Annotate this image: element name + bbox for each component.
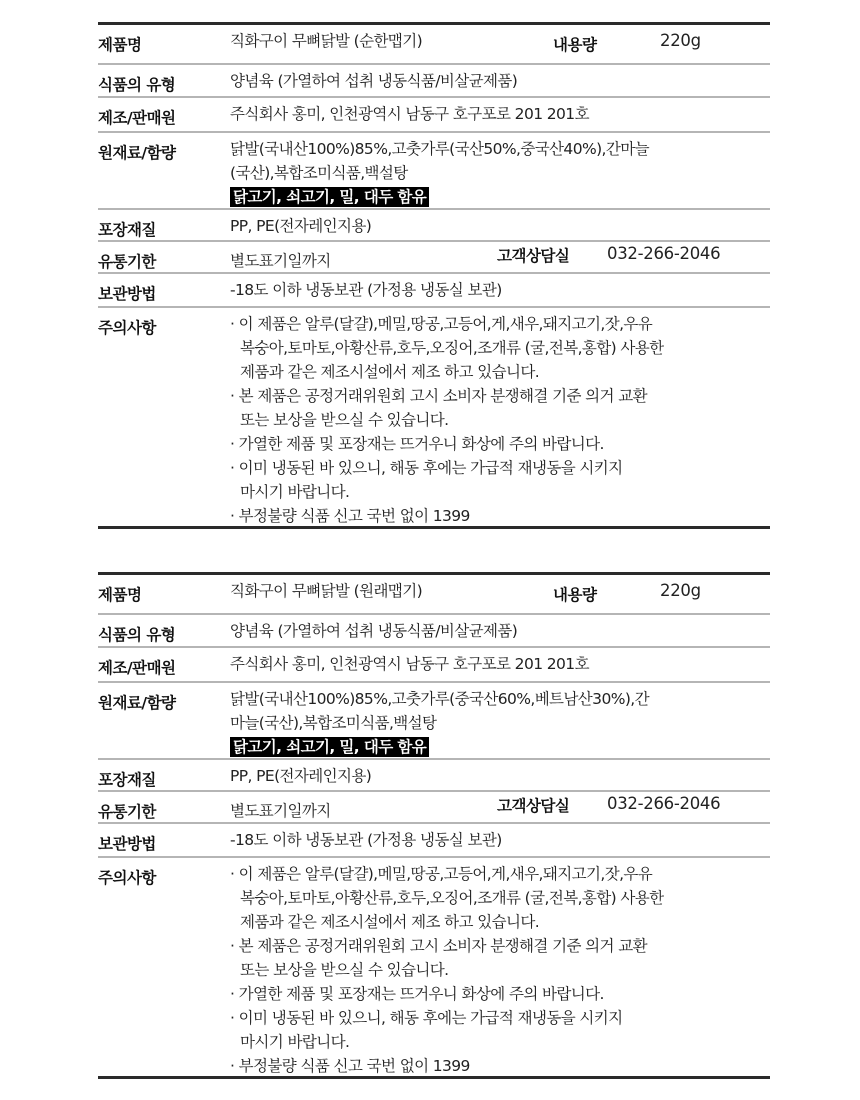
label-packaging: 포장재질 — [98, 221, 156, 239]
row-ingredients — [98, 683, 770, 760]
label-ingredients: 원재료/함량 — [98, 144, 176, 162]
caution-line: · 부정불량 식품 신고 국번 없이 1399 — [230, 507, 470, 525]
label-volume: 내용량 — [553, 36, 597, 54]
caution-line: 마시기 바랍니다. — [240, 1033, 350, 1051]
food-type-value: 양념육 (가열하여 섭취 냉동식품/비살균제품) — [230, 622, 518, 640]
label-caution: 주의사항 — [98, 319, 156, 337]
label-manufacturer: 제조/판매원 — [98, 659, 176, 677]
caution-line: · 이미 냉동된 바 있으니, 해동 후에는 가급적 재냉동을 시키지 — [230, 459, 623, 477]
product-name-value: 직화구이 무뼈닭발 (순한맵기) — [230, 32, 423, 50]
caution-line: 복숭아,토마토,아황산류,호두,오징어,조개류 (굴,전복,홍합) 사용한 — [240, 339, 664, 357]
ingredients-line: 닭발(국내산100%)85%,고춧가루(중국산60%,베트남산30%),간 — [230, 690, 649, 708]
label-product-name: 제품명 — [98, 586, 142, 604]
row-product-name — [98, 575, 770, 615]
food-type-value: 양념육 (가열하여 섭취 냉동식품/비살균제품) — [230, 72, 518, 90]
row-product-name — [98, 25, 770, 65]
caution-line: · 가열한 제품 및 포장재는 뜨거우니 화상에 주의 바랍니다. — [230, 985, 604, 1003]
row-storage — [98, 274, 770, 308]
allergen-badge: 닭고기, 쇠고기, 밀, 대두 함유 — [230, 737, 429, 757]
caution-line: 또는 보상을 받으실 수 있습니다. — [240, 961, 449, 979]
row-caution — [98, 308, 770, 526]
caution-line: 제품과 같은 제조시설에서 제조 하고 있습니다. — [240, 913, 540, 931]
ingredients-line: 닭발(국내산100%)85%,고춧가루(국산50%,중국산40%),간마늘 — [230, 140, 649, 158]
caution-line: · 본 제품은 공정거래위원회 고시 소비자 분쟁해결 기준 의거 교환 — [230, 937, 647, 955]
label-customer-service: 고객상담실 — [497, 797, 570, 815]
phone-value: 032-266-2046 — [607, 244, 721, 263]
ingredients-value — [230, 687, 649, 759]
row-caution — [98, 858, 770, 1076]
storage-value: -18도 이하 냉동보관 (가정용 냉동실 보관) — [230, 831, 502, 849]
manufacturer-value: 주식회사 홍미, 인천광역시 남동구 호구포로 201 201호 — [230, 105, 589, 123]
row-expiry — [98, 792, 770, 824]
caution-line: 복숭아,토마토,아황산류,호두,오징어,조개류 (굴,전복,홍합) 사용한 — [240, 889, 664, 907]
row-storage — [98, 824, 770, 858]
label-manufacturer: 제조/판매원 — [98, 109, 176, 127]
packaging-value: PP, PE(전자레인지용) — [230, 217, 372, 235]
row-food-type — [98, 65, 770, 98]
caution-line: · 이 제품은 알루(달걀),메밀,땅공,고등어,게,새우,돼지고기,잣,우유 — [230, 315, 653, 333]
allergen-badge: 닭고기, 쇠고기, 밀, 대두 함유 — [230, 187, 429, 207]
label-customer-service: 고객상담실 — [497, 247, 570, 265]
volume-value: 220g — [660, 31, 701, 50]
row-manufacturer — [98, 98, 770, 133]
product-info-table — [98, 572, 770, 1079]
caution-line: · 가열한 제품 및 포장재는 뜨거우니 화상에 주의 바랍니다. — [230, 435, 604, 453]
ingredients-line: 마늘(국산),복합조미식품,백설탕 — [230, 714, 437, 732]
label-product-name: 제품명 — [98, 36, 142, 54]
label-storage: 보관방법 — [98, 285, 156, 303]
storage-value: -18도 이하 냉동보관 (가정용 냉동실 보관) — [230, 281, 502, 299]
expiry-value: 별도표기일까지 — [230, 252, 331, 270]
caution-line: 또는 보상을 받으실 수 있습니다. — [240, 411, 449, 429]
row-packaging — [98, 210, 770, 242]
ingredients-value — [230, 137, 649, 209]
row-packaging — [98, 760, 770, 792]
caution-list — [230, 312, 664, 528]
caution-line: · 부정불량 식품 신고 국번 없이 1399 — [230, 1057, 470, 1075]
label-caution: 주의사항 — [98, 869, 156, 887]
label-packaging: 포장재질 — [98, 771, 156, 789]
label-storage: 보관방법 — [98, 835, 156, 853]
row-manufacturer — [98, 648, 770, 683]
caution-line: 제품과 같은 제조시설에서 제조 하고 있습니다. — [240, 363, 540, 381]
label-volume: 내용량 — [553, 586, 597, 604]
ingredients-line: (국산),복합조미식품,백설탕 — [230, 164, 408, 182]
caution-line: · 이미 냉동된 바 있으니, 해동 후에는 가급적 재냉동을 시키지 — [230, 1009, 623, 1027]
row-food-type — [98, 615, 770, 648]
label-expiry: 유통기한 — [98, 803, 156, 821]
label-food-type: 식품의 유형 — [98, 76, 176, 94]
row-expiry — [98, 242, 770, 274]
caution-line: 마시기 바랍니다. — [240, 483, 350, 501]
caution-list — [230, 862, 664, 1078]
label-expiry: 유통기한 — [98, 253, 156, 271]
caution-line: · 이 제품은 알루(달걀),메밀,땅공,고등어,게,새우,돼지고기,잣,우유 — [230, 865, 653, 883]
packaging-value: PP, PE(전자레인지용) — [230, 767, 372, 785]
caution-line: · 본 제품은 공정거래위원회 고시 소비자 분쟁해결 기준 의거 교환 — [230, 387, 647, 405]
manufacturer-value: 주식회사 홍미, 인천광역시 남동구 호구포로 201 201호 — [230, 655, 589, 673]
phone-value: 032-266-2046 — [607, 794, 721, 813]
row-ingredients — [98, 133, 770, 210]
product-info-table — [98, 22, 770, 529]
volume-value: 220g — [660, 581, 701, 600]
label-ingredients: 원재료/함량 — [98, 694, 176, 712]
label-food-type: 식품의 유형 — [98, 626, 176, 644]
expiry-value: 별도표기일까지 — [230, 802, 331, 820]
product-name-value: 직화구이 무뼈닭발 (원래맵기) — [230, 582, 423, 600]
